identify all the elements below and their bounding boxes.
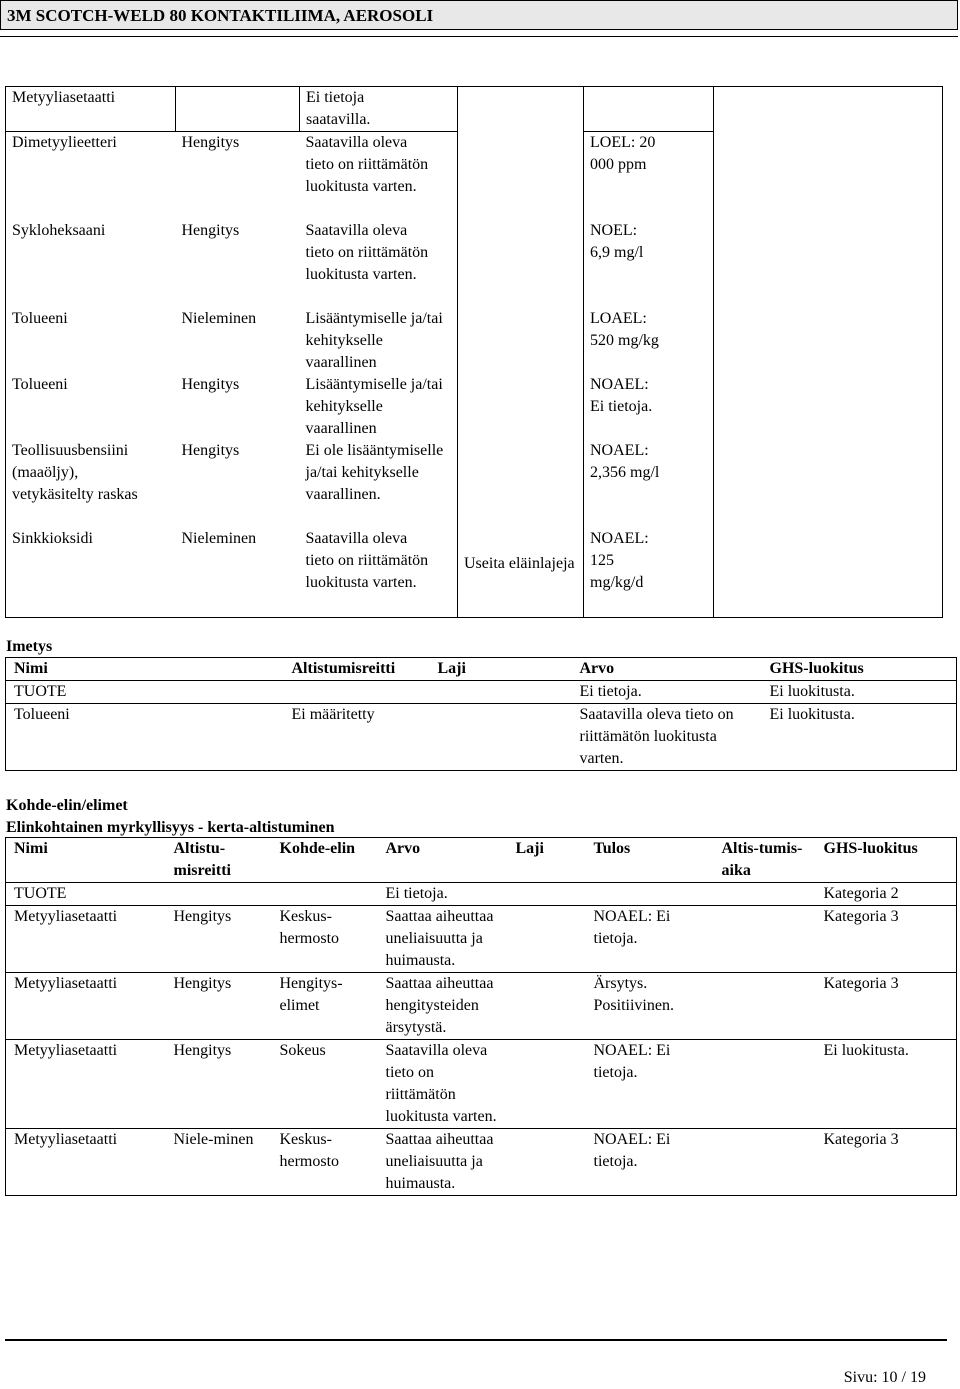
header-divider bbox=[0, 36, 958, 37]
organ-cell: Keskus-hermosto bbox=[279, 908, 340, 947]
value-cell: Ei tietoja saatavilla. bbox=[300, 87, 458, 132]
reproductive-toxicity-table bbox=[5, 86, 943, 618]
ghs-cell: Kategoria 3 bbox=[823, 908, 899, 925]
substance-name: TUOTE bbox=[14, 885, 67, 902]
exposure-route: Hengitys bbox=[173, 975, 232, 992]
result-cell: NOAEL: 125 mg/kg/d bbox=[590, 529, 649, 591]
section-subheading-single-exposure: Elinkohtainen myrkyllisyys - kerta-altistuminen bbox=[6, 819, 335, 836]
result-cell: NOAEL: Ei tietoja. bbox=[593, 1131, 671, 1170]
exposure-route: Hengitys bbox=[181, 375, 240, 393]
duration-cell bbox=[714, 906, 816, 973]
exposure-route bbox=[176, 87, 300, 132]
value-cell: Saattaa aiheuttaa uneliaisuutta ja huimausta. bbox=[385, 1131, 494, 1192]
exposure-route: Hengitys bbox=[181, 441, 240, 459]
substance-name: Dimetyylieetteri bbox=[12, 134, 117, 151]
species-cell bbox=[508, 1129, 586, 1196]
result-cell: NOAEL: Ei tietoja. bbox=[590, 375, 653, 415]
result-cell: Ärsytys. Positiivinen. bbox=[593, 975, 674, 1014]
species-cell bbox=[508, 883, 586, 906]
duration-cell bbox=[714, 973, 816, 1040]
table-row bbox=[6, 1129, 957, 1196]
column-header: Laji bbox=[437, 660, 466, 677]
substance-name: Metyyliasetaatti bbox=[14, 1131, 118, 1148]
value-cell: Saatavilla oleva tieto on riittämätön luokitusta varten. bbox=[305, 134, 429, 195]
organ-cell: Sokeus bbox=[279, 1042, 326, 1059]
result-cell bbox=[586, 883, 714, 906]
column-header: Nimi bbox=[14, 840, 48, 857]
column-header: Nimi bbox=[14, 660, 48, 677]
organ-cell: Keskus-hermosto bbox=[279, 1131, 340, 1170]
species-cell bbox=[430, 704, 572, 771]
column-header: GHS-luokitus bbox=[823, 840, 918, 857]
species-cell bbox=[508, 1040, 586, 1129]
ghs-cell: Ei luokitusta. bbox=[823, 1042, 909, 1059]
exposure-route bbox=[284, 681, 430, 704]
substance-name: Metyyliasetaatti bbox=[14, 908, 118, 925]
exposure-route: Hengitys bbox=[181, 221, 240, 239]
substance-name: Sinkkioksidi bbox=[12, 529, 93, 547]
table-header-row bbox=[6, 658, 957, 681]
column-header: Arvo bbox=[385, 840, 421, 857]
document-title: 3M SCOTCH-WELD 80 KONTAKTILIIMA, AEROSOLI bbox=[7, 6, 434, 25]
organ-cell: Hengitys-elimet bbox=[279, 975, 343, 1014]
substance-name: Tolueeni bbox=[12, 375, 68, 393]
result-cell: LOEL: 20 000 ppm bbox=[590, 134, 656, 173]
result-cell: NOEL: 6,9 mg/l bbox=[590, 221, 644, 261]
duration-cell bbox=[714, 883, 816, 906]
exposure-route: Hengitys bbox=[173, 1042, 232, 1059]
exposure-route: Hengitys bbox=[181, 134, 240, 151]
exposure-route: Niele-minen bbox=[173, 1131, 254, 1148]
section-heading-imetys: Imetys bbox=[6, 638, 53, 655]
table-row bbox=[6, 906, 957, 973]
result-cell: NOAEL: 2,356 mg/l bbox=[590, 441, 660, 481]
column-header: Altistu-misreitti bbox=[173, 840, 231, 879]
substance-name: Metyyliasetaatti bbox=[14, 1042, 118, 1059]
table-row bbox=[6, 681, 957, 704]
column-header: GHS-luokitus bbox=[769, 660, 864, 677]
organ-cell bbox=[272, 883, 378, 906]
table-header-row bbox=[6, 838, 957, 883]
ghs-cell: Kategoria 3 bbox=[823, 975, 899, 992]
value-cell: Saattaa aiheuttaa hengitysteiden ärsytystä. bbox=[385, 975, 494, 1036]
substance-name: Tolueeni bbox=[12, 309, 68, 327]
footer-divider bbox=[5, 1339, 947, 1341]
column-header: Tulos bbox=[593, 840, 631, 857]
exposure-route: Nieleminen bbox=[181, 309, 257, 327]
substance-name: Metyyliasetaatti bbox=[14, 975, 118, 992]
column-header: Altistumisreitti bbox=[291, 660, 396, 677]
substance-name: Metyyliasetaatti bbox=[6, 87, 176, 132]
result-cell: NOAEL: Ei tietoja. bbox=[593, 1042, 671, 1081]
value-cell: Ei tietoja. bbox=[385, 885, 448, 902]
page-number: Sivu: 10 / 19 bbox=[843, 1369, 926, 1386]
species-cell: Useita eläinlajeja bbox=[458, 87, 584, 618]
empty-cell bbox=[714, 87, 943, 618]
exposure-route bbox=[166, 883, 272, 906]
value-cell: Saatavilla oleva tieto on riittämätön luokitusta varten. bbox=[385, 1042, 497, 1125]
duration-cell bbox=[714, 1040, 816, 1129]
target-organ-table bbox=[5, 837, 957, 1196]
ghs-cell: Ei luokitusta. bbox=[769, 706, 855, 723]
substance-name: TUOTE bbox=[14, 683, 67, 700]
result-cell: LOAEL: 520 mg/kg bbox=[590, 309, 659, 349]
table-row bbox=[6, 883, 957, 906]
species-cell bbox=[430, 681, 572, 704]
table-row bbox=[6, 973, 957, 1040]
table-row bbox=[6, 704, 957, 771]
value-cell: Saatavilla oleva tieto on riittämätön luokitusta varten. bbox=[579, 706, 734, 767]
section-heading-target-organ: Kohde-elin/elimet bbox=[6, 797, 128, 814]
value-cell: Saattaa aiheuttaa uneliaisuutta ja huimausta. bbox=[385, 908, 494, 969]
substance-name: Sykloheksaani bbox=[12, 221, 106, 239]
species-cell bbox=[508, 906, 586, 973]
value-cell: Saatavilla oleva tieto on riittämätön luokitusta varten. bbox=[305, 221, 429, 283]
table-row bbox=[6, 1040, 957, 1129]
exposure-route: Nieleminen bbox=[181, 529, 257, 547]
value-cell: Lisääntymiselle ja/tai kehitykselle vaarallinen bbox=[305, 375, 443, 437]
result-cell: NOAEL: Ei tietoja. bbox=[593, 908, 671, 947]
exposure-route: Hengitys bbox=[173, 908, 232, 925]
table-row bbox=[6, 87, 943, 132]
result-cell bbox=[584, 87, 714, 132]
column-header: Laji bbox=[515, 840, 544, 857]
value-cell: Lisääntymiselle ja/tai kehitykselle vaarallinen bbox=[305, 309, 443, 371]
species-cell bbox=[508, 973, 586, 1040]
column-header: Kohde-elin bbox=[279, 840, 356, 857]
document-header bbox=[0, 0, 958, 30]
lactation-table bbox=[5, 657, 957, 771]
column-header: Altis-tumis-aika bbox=[721, 840, 803, 879]
substance-name: Tolueeni bbox=[14, 706, 70, 723]
substance-name: Teollisuusbensiini (maaöljy), vetykäsitelty raskas bbox=[12, 441, 138, 503]
ghs-cell: Ei luokitusta. bbox=[769, 683, 855, 700]
column-header: Arvo bbox=[579, 660, 615, 677]
duration-cell bbox=[714, 1129, 816, 1196]
ghs-cell: Kategoria 2 bbox=[823, 885, 899, 902]
value-cell: Saatavilla oleva tieto on riittämätön luokitusta varten. bbox=[305, 529, 429, 591]
exposure-route: Ei määritetty bbox=[291, 706, 375, 723]
value-cell: Ei tietoja. bbox=[579, 683, 642, 700]
value-cell: Ei ole lisääntymiselle ja/tai kehitykselle vaarallinen. bbox=[305, 441, 444, 503]
ghs-cell: Kategoria 3 bbox=[823, 1131, 899, 1148]
